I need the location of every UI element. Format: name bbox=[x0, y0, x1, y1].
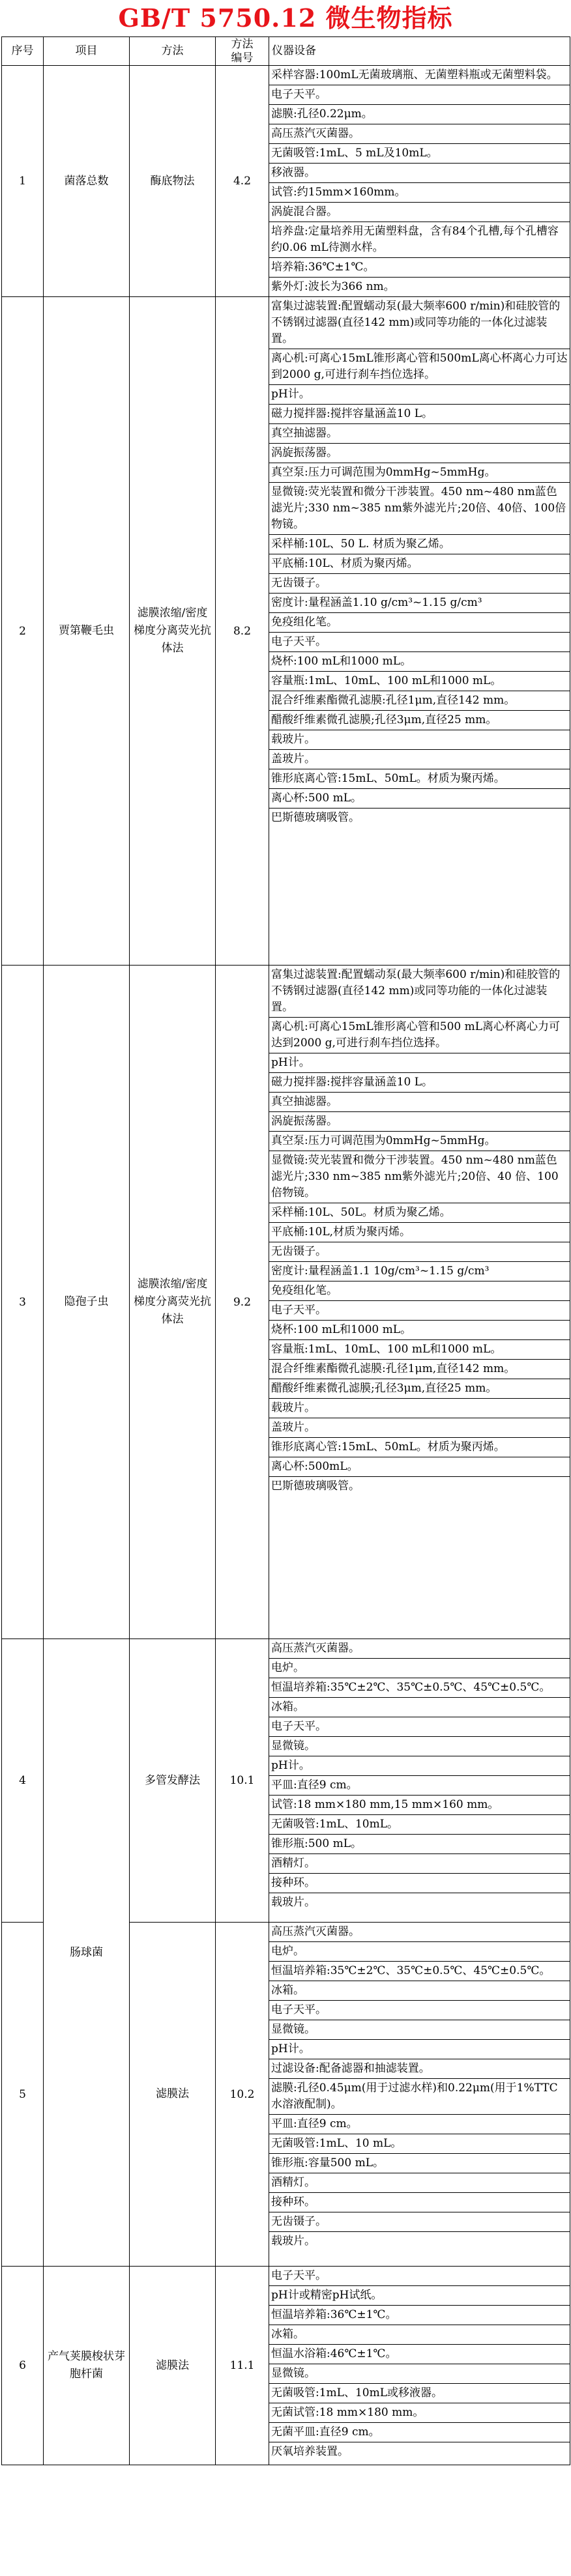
equipment-item: 显微镜:荧光装置和微分干涉装置。450 nm~480 nm蓝色滤光片;330 nm~385 nm紫外滤光片;20倍、40 倍、100 倍物镜。 bbox=[269, 1151, 570, 1203]
header-equipment: 仪器设备 bbox=[269, 37, 570, 66]
equipment-item: 培养盘:定量培养用无菌塑料盘，含有84个孔槽,每个孔槽容约0.06 mL待测水样。 bbox=[269, 222, 570, 258]
equipment-list bbox=[269, 966, 570, 1639]
row-no: 2 bbox=[2, 297, 44, 966]
equipment-item: 恒温培养箱:36℃±1℃。 bbox=[269, 2306, 570, 2325]
row-item: 贾第鞭毛虫 bbox=[44, 297, 130, 966]
equipment-item: 平皿:直径9 cm。 bbox=[269, 2115, 570, 2134]
equipment-item: 显微镜。 bbox=[269, 2364, 570, 2384]
equipment-item: 混合纤维素酯微孔滤膜:孔径1μm,直径142 mm。 bbox=[269, 1360, 570, 1379]
equipment-item: 涡旋振荡器。 bbox=[269, 1112, 570, 1132]
equipment-item: 无菌吸管:1mL、10mL。 bbox=[269, 1815, 570, 1835]
equipment-item: 真空泵:压力可调范围为0mmHg~5mmHg。 bbox=[269, 463, 570, 483]
equipment-item: 免疫组化笔。 bbox=[269, 1281, 570, 1301]
equipment-item: 离心机:可离心15mL锥形离心管和500 mL离心杯离心力可达到2000 g,可进行刹车挡位选择。 bbox=[269, 1018, 570, 1053]
equipment-item: 烧杯:100 mL和1000 mL。 bbox=[269, 1321, 570, 1340]
equipment-item: 密度计:量程涵盖1.10 g/cm³~1.15 g/cm³ bbox=[269, 594, 570, 613]
equipment-item: 富集过滤装置:配置蠕动泵(最大频率600 r/min)和硅胶管的不锈钢过滤器(直径142 mm)或同等功能的一体化过滤装置。 bbox=[269, 966, 570, 1018]
equipment-item: 电子天平。 bbox=[269, 633, 570, 652]
equipment-item: 冰箱。 bbox=[269, 1981, 570, 2001]
row-item: 产气荚膜梭状芽胞杆菌 bbox=[44, 2267, 130, 2465]
equipment-item: 显微镜。 bbox=[269, 2020, 570, 2040]
row-no: 1 bbox=[2, 66, 44, 297]
row-method-no: 11.1 bbox=[216, 2267, 269, 2465]
equipment-item: 容量瓶:1mL、10mL、100 mL和1000 mL。 bbox=[269, 1340, 570, 1360]
equipment-item: 锥形瓶:500 mL。 bbox=[269, 1835, 570, 1854]
equipment-item: 显微镜:荧光装置和微分干涉装置。450 nm~480 nm蓝色滤光片;330 nm~385 nm紫外滤光片;20倍、40倍、100倍物镜。 bbox=[269, 483, 570, 535]
row-method-no: 10.2 bbox=[216, 1923, 269, 2267]
equipment-item: 无齿镊子。 bbox=[269, 1242, 570, 1262]
equipment-list bbox=[269, 297, 570, 966]
table-row bbox=[2, 1639, 570, 1923]
equipment-item: 滤膜:孔径0.22μm。 bbox=[269, 105, 570, 124]
equipment-item: 无菌吸管:1mL、10 mL。 bbox=[269, 2134, 570, 2154]
equipment-item: 电子天平。 bbox=[269, 2267, 570, 2286]
equipment-item: 电子天平。 bbox=[269, 2001, 570, 2020]
equipment-item: 平底桶:10L、材质为聚丙烯。 bbox=[269, 554, 570, 574]
row-item: 菌落总数 bbox=[44, 66, 130, 297]
equipment-item: 载玻片。 bbox=[271, 2235, 315, 2248]
table-row bbox=[2, 66, 570, 297]
page-title: GB/T 5750.12 微生物指标 bbox=[118, 3, 453, 33]
equipment-item: 巴斯德玻璃吸管。 bbox=[271, 1480, 360, 1493]
equipment-item: 过滤设备:配备滤器和抽滤装置。 bbox=[269, 2059, 570, 2079]
equipment-item: 滤膜:孔径0.45μm(用于过滤水样)和0.22μm(用于1%TTC水溶液配制)。 bbox=[269, 2079, 570, 2115]
equipment-item: 显微镜。 bbox=[269, 1737, 570, 1756]
equipment-item: 真空抽滤器。 bbox=[269, 1093, 570, 1112]
header-item: 项目 bbox=[44, 37, 130, 66]
equipment-item: pH计。 bbox=[269, 2040, 570, 2059]
equipment-item: 无菌试管:18 mm×180 mm。 bbox=[269, 2403, 570, 2423]
equipment-item: 冰箱。 bbox=[269, 2325, 570, 2345]
equipment-list bbox=[269, 2267, 570, 2465]
row-method: 滤膜浓缩/密度梯度分离荧光抗体法 bbox=[130, 966, 216, 1639]
row-method-no: 8.2 bbox=[216, 297, 269, 966]
equipment-item: 电炉。 bbox=[269, 1659, 570, 1678]
equipment-item: 无菌平皿:直径9 cm。 bbox=[269, 2423, 570, 2442]
equipment-item: 磁力搅拌器:搅拌容量涵盖10 L。 bbox=[269, 405, 570, 424]
equipment-item: 冰箱。 bbox=[269, 1698, 570, 1717]
equipment-item: 紫外灯:波长为366 nm。 bbox=[271, 280, 395, 293]
equipment-item: pH计或精密pH试纸。 bbox=[269, 2286, 570, 2306]
equipment-item: 容量瓶:1mL、10mL、100 mL和1000 mL。 bbox=[269, 672, 570, 691]
equipment-item: 高压蒸汽灭菌器。 bbox=[269, 1923, 570, 1942]
equipment-item: 无齿镊子。 bbox=[269, 574, 570, 594]
equipment-item: 锥形底离心管:15mL、50mL。材质为聚丙烯。 bbox=[269, 769, 570, 789]
equipment-item: 接种环。 bbox=[269, 2193, 570, 2212]
equipment-item: pH计。 bbox=[269, 1053, 570, 1073]
row-method-no: 4.2 bbox=[216, 66, 269, 297]
row-method: 多管发酵法 bbox=[130, 1639, 216, 1923]
equipment-item: 试管:18 mm×180 mm,15 mm×160 mm。 bbox=[269, 1796, 570, 1815]
equipment-item: 试管:约15mm×160mm。 bbox=[269, 183, 570, 203]
equipment-item: 真空抽滤器。 bbox=[269, 424, 570, 444]
row-no: 4 bbox=[2, 1639, 44, 1923]
header-no: 序号 bbox=[2, 37, 44, 66]
row-no: 5 bbox=[2, 1923, 44, 2267]
equipment-item: 锥形底离心管:15mL、50mL。材质为聚丙烯。 bbox=[269, 1438, 570, 1457]
equipment-item: 酒精灯。 bbox=[269, 2173, 570, 2193]
equipment-item: 涡旋振荡器。 bbox=[269, 444, 570, 463]
equipment-item: 盖玻片。 bbox=[269, 750, 570, 769]
indicator-table bbox=[1, 36, 570, 2465]
equipment-item: 富集过滤装置:配置蠕动泵(最大频率600 r/min)和硅胶管的不锈钢过滤器(直径142 mm)或同等功能的一体化过滤装置。 bbox=[269, 297, 570, 349]
equipment-item: 电炉。 bbox=[269, 1942, 570, 1962]
equipment-item: 锥形瓶:容量500 mL。 bbox=[269, 2154, 570, 2173]
equipment-item: 高压蒸汽灭菌器。 bbox=[269, 1639, 570, 1659]
equipment-item: 采样容器:100mL无菌玻璃瓶、无菌塑料瓶或无菌塑料袋。 bbox=[269, 66, 570, 85]
row-item-merged: 肠球菌 bbox=[44, 1639, 130, 2267]
equipment-item: 厌氧培养装置。 bbox=[271, 2445, 349, 2458]
equipment-item: 烧杯:100 mL和1000 mL。 bbox=[269, 652, 570, 672]
equipment-list bbox=[269, 1923, 570, 2267]
equipment-item: 培养箱:36℃±1℃。 bbox=[269, 258, 570, 278]
equipment-item: 盖玻片。 bbox=[269, 1418, 570, 1438]
row-method-no: 9.2 bbox=[216, 966, 269, 1639]
equipment-item: 无菌吸管:1mL、5 mL及10mL。 bbox=[269, 144, 570, 164]
equipment-item: 接种环。 bbox=[269, 1874, 570, 1893]
table-row bbox=[2, 2267, 570, 2465]
equipment-item: 载玻片。 bbox=[269, 1399, 570, 1418]
row-method: 滤膜法 bbox=[130, 1923, 216, 2267]
equipment-list bbox=[269, 66, 570, 297]
header-method-no: 方法 编号 bbox=[216, 37, 269, 66]
row-method: 酶底物法 bbox=[130, 66, 216, 297]
table-row bbox=[2, 966, 570, 1639]
equipment-item: 平皿:直径9 cm。 bbox=[269, 1776, 570, 1796]
equipment-list bbox=[269, 1639, 570, 1923]
header-method: 方法 bbox=[130, 37, 216, 66]
table-row bbox=[2, 297, 570, 966]
equipment-item: 高压蒸汽灭菌器。 bbox=[269, 124, 570, 144]
equipment-item: pH计。 bbox=[269, 1756, 570, 1776]
equipment-item: 无菌吸管:1mL、10mL或移液器。 bbox=[269, 2384, 570, 2403]
equipment-item: 醋酸纤维素微孔滤膜;孔径3μm,直径25 mm。 bbox=[269, 1379, 570, 1399]
row-method: 滤膜浓缩/密度梯度分离荧光抗体法 bbox=[130, 297, 216, 966]
equipment-item: 离心杯:500 mL。 bbox=[269, 789, 570, 809]
equipment-item: 涡旋混合器。 bbox=[269, 203, 570, 222]
equipment-item: 电子天平。 bbox=[269, 1717, 570, 1737]
equipment-item: 巴斯德玻璃吸管。 bbox=[271, 811, 360, 824]
equipment-item: 酒精灯。 bbox=[269, 1854, 570, 1874]
equipment-item: 无齿镊子。 bbox=[269, 2212, 570, 2232]
equipment-item: 离心机:可离心15mL锥形离心管和500mL离心杯离心力可达到2000 g,可进行刹车挡位选择。 bbox=[269, 349, 570, 385]
row-method: 滤膜法 bbox=[130, 2267, 216, 2465]
header-row bbox=[2, 37, 570, 66]
equipment-item: 平底桶:10L,材质为聚丙烯。 bbox=[269, 1223, 570, 1242]
row-item: 隐孢子虫 bbox=[44, 966, 130, 1639]
equipment-item: 采样桶:10L、50L。材质为聚乙烯。 bbox=[269, 1203, 570, 1223]
equipment-item: 离心杯:500mL。 bbox=[269, 1457, 570, 1477]
equipment-item: 载玻片。 bbox=[271, 1896, 315, 1909]
equipment-item: 电子天平。 bbox=[269, 1301, 570, 1321]
equipment-item: 恒温培养箱:35℃±2℃、35℃±0.5℃、45℃±0.5℃。 bbox=[269, 1678, 570, 1698]
row-method-no: 10.1 bbox=[216, 1639, 269, 1923]
equipment-item: pH计。 bbox=[269, 385, 570, 405]
equipment-item: 恒温水浴箱:46℃±1℃。 bbox=[269, 2345, 570, 2364]
equipment-item: 电子天平。 bbox=[269, 85, 570, 105]
row-no: 3 bbox=[2, 966, 44, 1639]
equipment-item: 移液器。 bbox=[269, 164, 570, 183]
equipment-item: 醋酸纤维素微孔滤膜;孔径3μm,直径25 mm。 bbox=[269, 711, 570, 730]
equipment-item: 恒温培养箱:35℃±2℃、35℃±0.5℃、45℃±0.5℃。 bbox=[269, 1962, 570, 1981]
equipment-item: 载玻片。 bbox=[269, 730, 570, 750]
equipment-item: 混合纤维素酯微孔滤膜:孔径1μm,直径142 mm。 bbox=[269, 691, 570, 711]
equipment-item: 免疫组化笔。 bbox=[269, 613, 570, 633]
equipment-item: 采样桶:10L、50 L. 材质为聚乙烯。 bbox=[269, 535, 570, 554]
row-no: 6 bbox=[2, 2267, 44, 2465]
equipment-item: 真空泵:压力可调范围为0mmHg~5mmHg。 bbox=[269, 1132, 570, 1151]
equipment-item: 密度计:量程涵盖1.1 10g/cm³~1.15 g/cm³ bbox=[269, 1262, 570, 1281]
equipment-item: 磁力搅拌器:搅拌容量涵盖10 L。 bbox=[269, 1073, 570, 1093]
